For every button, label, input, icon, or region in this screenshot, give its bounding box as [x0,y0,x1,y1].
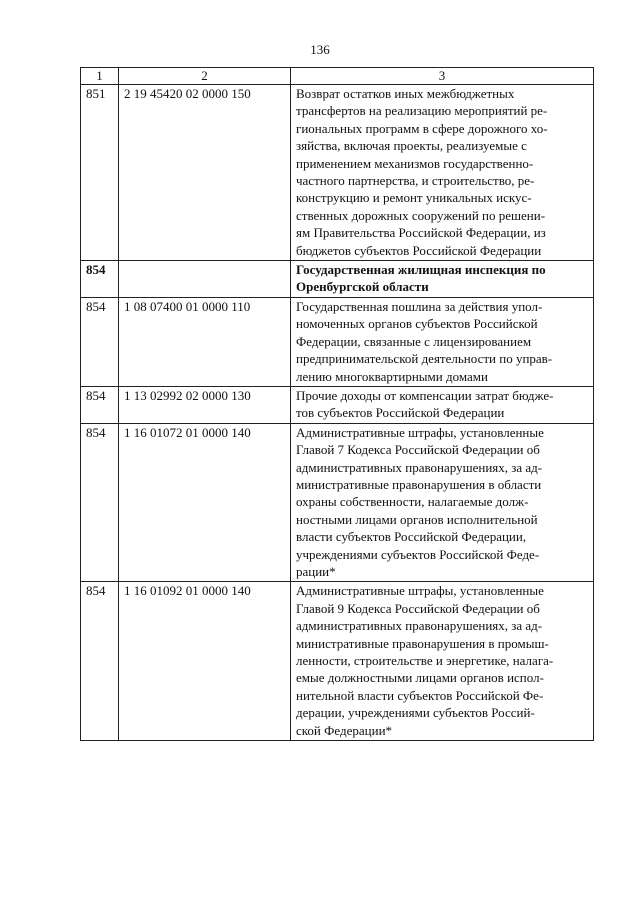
description-line: учреждениями субъектов Российской Феде- [296,546,540,562]
page-number: 136 [310,42,330,57]
description-line: предпринимательской деятельности по управ- [296,351,553,367]
description-cell [291,261,594,298]
description-line: ской Федерации* [296,722,393,738]
description-line: рации* [296,563,336,579]
table-row [81,297,594,386]
description-line: частного партнерства, и строительство, ре- [296,173,535,189]
budget-code-cell: 1 08 07400 01 0000 110 [119,297,291,386]
description-line: зяйства, включая проекты, реализуемые с [296,138,527,154]
admin-code-cell: 851 [81,85,119,261]
admin-code-cell: 854 [81,261,119,298]
description-cell [291,386,594,423]
description-line: Государственная пошлина за действия упол- [296,298,543,314]
description-line: Административные штрафы, установленные [296,583,544,599]
header-col-2: 2 [119,68,291,85]
description-line: лению многоквартирными домами [296,368,488,384]
description-line: Оренбургской области [296,279,429,295]
table-body [81,85,594,741]
description-line: ственных дорожных сооружений по решени- [296,207,546,223]
description-line: бюджетов субъектов Российской Федерации [296,242,542,258]
description-cell [291,297,594,386]
table-row [81,423,594,582]
description-line: ностными лицами органов исполнительной [296,511,538,527]
description-line: Главой 7 Кодекса Российской Федерации об [296,442,540,458]
description-line: нительной власти субъектов Российской Фе- [296,687,544,703]
description-line: административных правонарушениях, за ад- [296,459,543,475]
description-line: ям Правительства Российской Федерации, из [296,225,546,241]
budget-code-cell [119,261,291,298]
budget-code-cell: 2 19 45420 02 0000 150 [119,85,291,261]
description-cell [291,423,594,582]
table-row [81,582,594,741]
description-line: тов субъектов Российской Федерации [296,405,505,421]
description-line: ленности, строительстве и энергетике, налага- [296,653,554,668]
description-line: Административные штрафы, установленные [296,424,544,440]
description-line: Государственная жилищная инспекция по [296,262,546,278]
description-line: трансфертов на реализацию мероприятий ре- [296,103,548,119]
description-cell [291,85,594,261]
table-header-row [81,68,594,85]
description-line: номоченных органов субъектов Российской [296,316,538,332]
budget-code-cell: 1 16 01092 01 0000 140 [119,582,291,741]
table-row [81,85,594,261]
description-line: министративные правонарушения в области [296,476,542,492]
table-row [81,386,594,423]
budget-code-cell: 1 13 02992 02 0000 130 [119,386,291,423]
header-col-3: 3 [291,68,594,85]
description-line: Прочие доходы от компенсации затрат бюдже- [296,387,554,403]
admin-code-cell: 854 [81,386,119,423]
description-line: Федерации, связанные с лицензированием [296,333,532,349]
description-line: Главой 9 Кодекса Российской Федерации об [296,600,540,616]
description-line: применением механизмов государственно- [296,155,534,171]
table-row [81,261,594,298]
description-line: конструкцию и ремонт уникальных искус- [296,190,532,206]
description-line: емые должностными лицами органов испол- [296,670,544,686]
budget-code-cell: 1 16 01072 01 0000 140 [119,423,291,582]
description-line: власти субъектов Российской Федерации, [296,529,527,545]
admin-code-cell: 854 [81,582,119,741]
description-line: дерации, учреждениями субъектов Россий- [296,705,535,721]
description-line: охраны собственности, налагаемые долж- [296,494,529,510]
admin-code-cell: 854 [81,423,119,582]
revenue-codes-table [80,67,594,741]
header-col-1: 1 [81,68,119,85]
description-line: гиональных программ в сфере дорожного хо- [296,120,548,136]
description-line: административных правонарушениях, за ад- [296,618,543,634]
description-line: министративные правонарушения в промыш- [296,635,549,651]
description-cell [291,582,594,741]
admin-code-cell: 854 [81,297,119,386]
description-line: Возврат остатков иных межбюджетных [296,86,515,101]
